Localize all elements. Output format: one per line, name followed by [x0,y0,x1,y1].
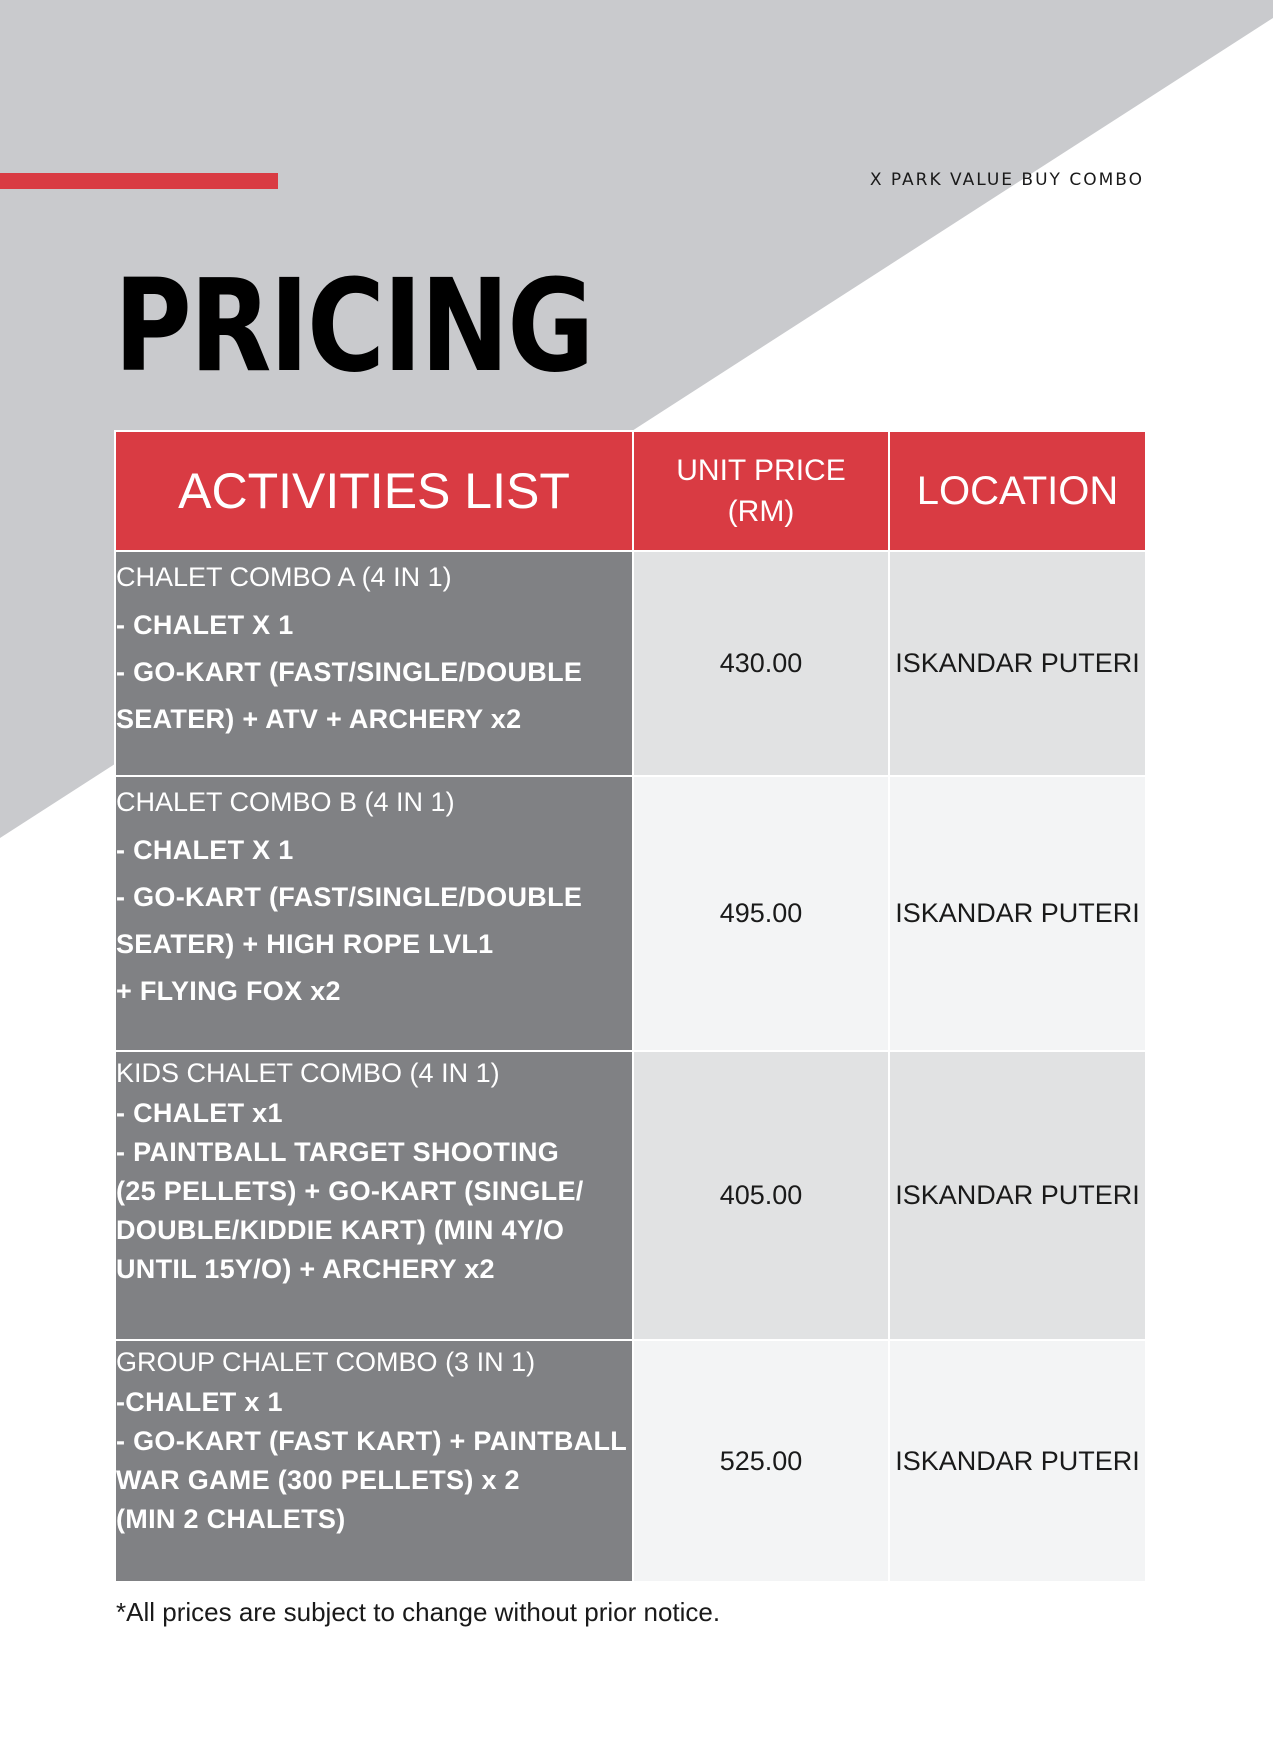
location-cell: ISKANDAR PUTERI [889,1051,1146,1340]
activity-cell [115,1340,633,1582]
header-unit-price-line1: UNIT PRICE [676,454,846,487]
header-unit-price [633,431,889,551]
header-location: LOCATION [889,431,1146,551]
table-header-row [115,431,1146,551]
page-title: PRICING [114,251,593,401]
combo-item-line: (MIN 2 CHALETS) [116,1504,346,1534]
combo-item-line: - GO-KART (FAST KART) + PAINTBALL [116,1426,628,1456]
unit-price-cell: 405.00 [633,1051,889,1340]
combo-item-line: - CHALET X 1 [116,835,294,865]
combo-item-line: - GO-KART (FAST/SINGLE/DOUBLE [116,882,583,912]
combo-item-line: SEATER) + ATV + ARCHERY x2 [116,704,522,734]
activity-cell [115,1051,633,1340]
combo-item-line: UNTIL 15Y/O) + ARCHERY x2 [116,1254,495,1284]
table-row [115,1051,1146,1340]
combo-name: CHALET COMBO B (4 IN 1) [116,787,455,817]
activity-cell [115,551,633,776]
combo-item-line: DOUBLE/KIDDIE KART) (MIN 4Y/O [116,1215,565,1245]
unit-price-cell: 430.00 [633,551,889,776]
table-row [115,776,1146,1051]
location-cell: ISKANDAR PUTERI [889,551,1146,776]
combo-item-line: - PAINTBALL TARGET SHOOTING [116,1137,560,1167]
footnote: *All prices are subject to change without prior notice. [116,1597,721,1627]
pricing-table [114,430,1147,1583]
combo-item-line: SEATER) + HIGH ROPE LVL1 [116,929,494,959]
combo-name: KIDS CHALET COMBO (4 IN 1) [116,1058,500,1088]
location-cell: ISKANDAR PUTERI [889,776,1146,1051]
combo-item-line: + FLYING FOX x2 [116,976,341,1006]
combo-name: CHALET COMBO A (4 IN 1) [116,562,452,592]
subtitle: X PARK VALUE BUY COMBO [869,170,1144,190]
combo-item-line: -CHALET x 1 [116,1387,283,1417]
combo-name: GROUP CHALET COMBO (3 IN 1) [116,1347,536,1377]
table-row [115,551,1146,776]
combo-item-line: WAR GAME (300 PELLETS) x 2 [116,1465,520,1495]
header-unit-price-line2: (RM) [727,495,795,528]
unit-price-cell: 495.00 [633,776,889,1051]
header-activities-list: ACTIVITIES LIST [115,431,633,551]
activity-cell [115,776,633,1051]
combo-item-line: - CHALET x1 [116,1098,283,1128]
combo-item-line: - GO-KART (FAST/SINGLE/DOUBLE [116,657,583,687]
combo-item-line: (25 PELLETS) + GO-KART (SINGLE/ [116,1176,584,1206]
red-accent-bar [0,173,278,189]
location-cell: ISKANDAR PUTERI [889,1340,1146,1582]
table-row [115,1340,1146,1582]
unit-price-cell: 525.00 [633,1340,889,1582]
combo-item-line: - CHALET X 1 [116,610,294,640]
